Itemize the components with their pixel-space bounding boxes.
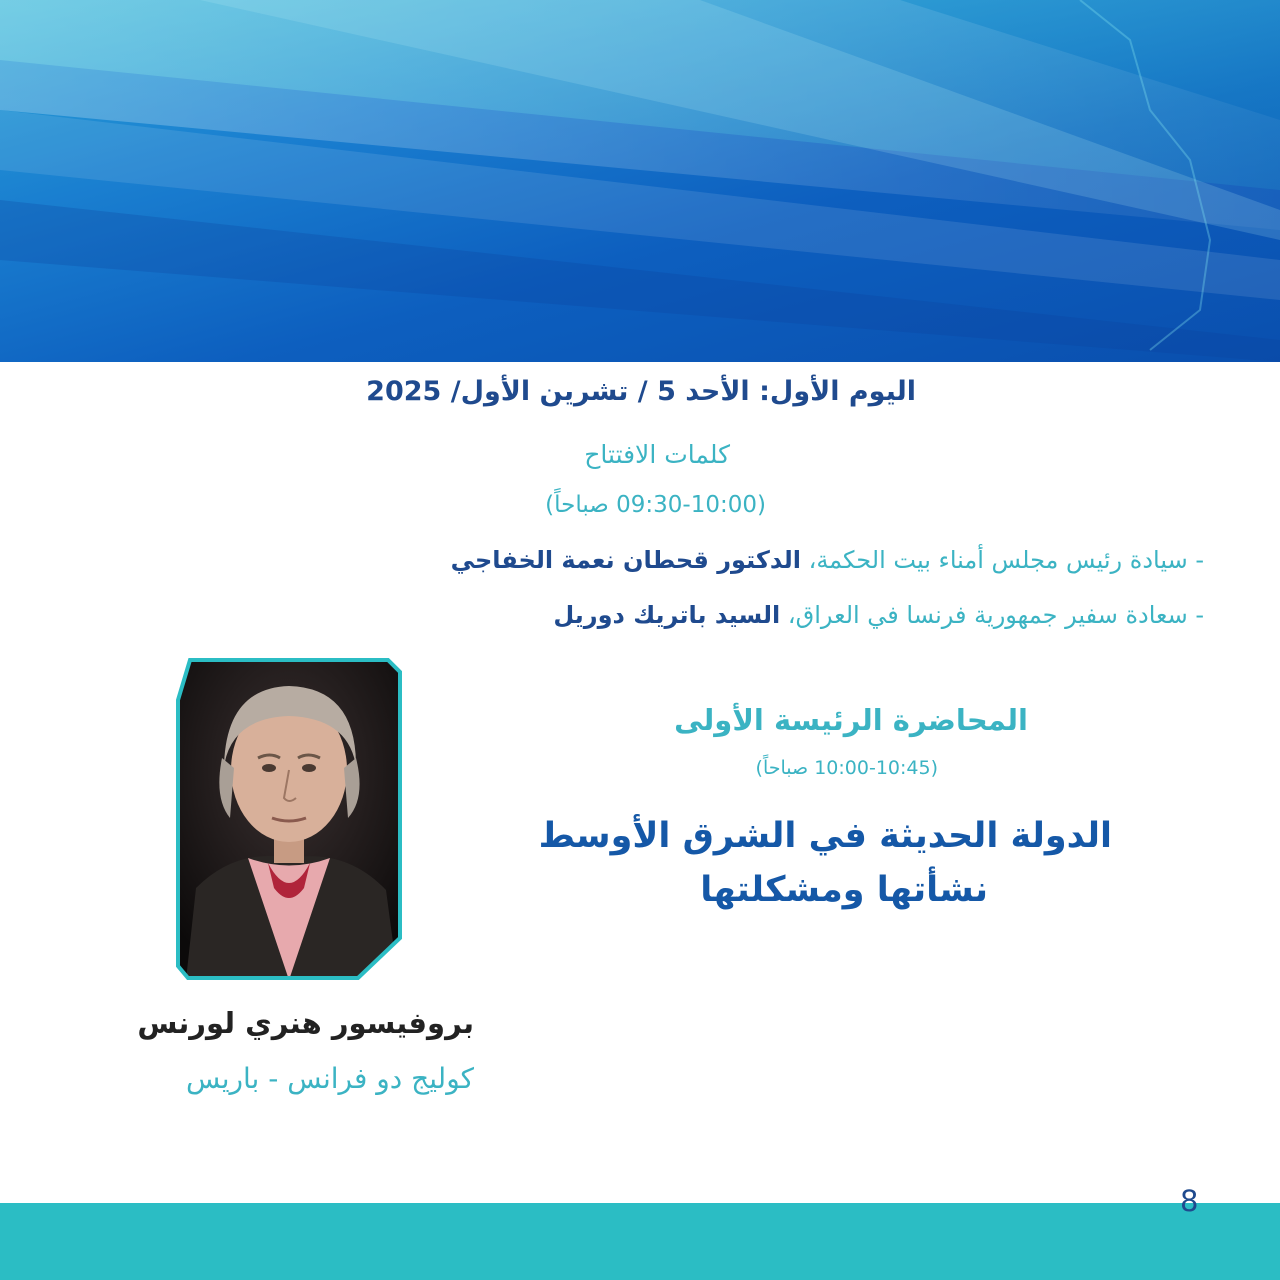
abstract-light-rays: [0, 0, 1280, 362]
opening-speaker-line: [553, 601, 1204, 629]
speaker-name-caption: بروفيسور هنري لورنس: [137, 1006, 474, 1040]
lecture-title-line2: نشأتها ومشكلتها: [700, 870, 988, 910]
speaker-role: - سعادة سفير جمهورية فرنسا في العراق،: [780, 601, 1204, 629]
page-number: 8: [1180, 1184, 1199, 1218]
header-banner: [0, 0, 1280, 362]
day-heading: اليوم الأول: الأحد 5 / تشرين الأول/ 2025: [366, 376, 916, 407]
speaker-institution: كوليج دو فرانس - باريس: [186, 1062, 474, 1095]
speaker-role: - سيادة رئيس مجلس أمناء بيت الحكمة،: [800, 546, 1204, 574]
speaker-name: السيد باتريك دوريل: [553, 601, 781, 629]
footer-band: [0, 1203, 1280, 1280]
speaker-portrait: [176, 658, 402, 980]
lecture-title-line1: الدولة الحديثة في الشرق الأوسط: [538, 816, 1112, 856]
lecture-heading: المحاضرة الرئيسة الأولى: [674, 703, 1028, 737]
opening-title: كلمات الافتتاح: [584, 440, 730, 469]
opening-time: (09:30-10:00 صباحاً): [545, 492, 766, 518]
speaker-name: الدكتور قحطان نعمة الخفاجي: [450, 546, 801, 574]
lecture-time: (10:00-10:45 صباحاً): [755, 757, 938, 779]
opening-speaker-line: [451, 546, 1204, 574]
